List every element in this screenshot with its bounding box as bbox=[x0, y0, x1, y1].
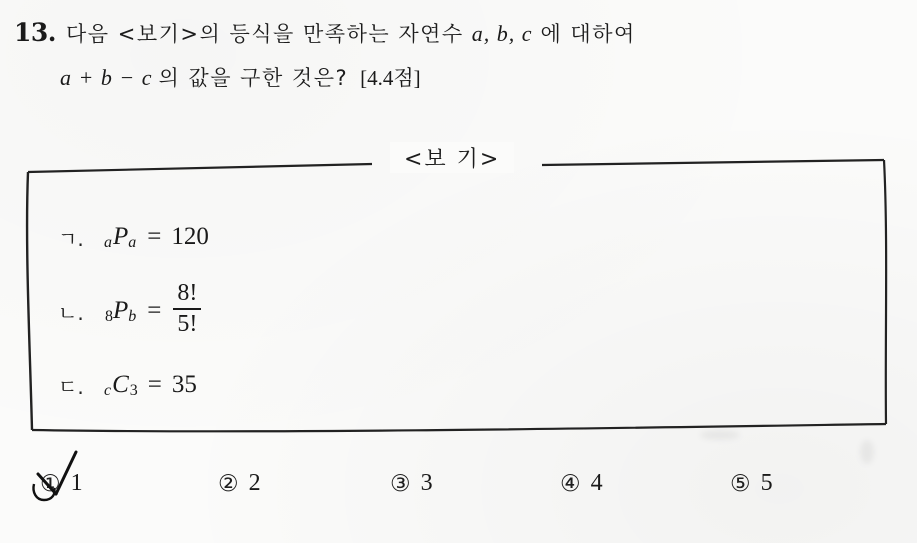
boxed-choices-region bbox=[22, 147, 892, 438]
choice-value: 4 bbox=[590, 470, 603, 496]
item-marker: ㄷ. bbox=[58, 374, 84, 399]
answer-choice-1[interactable] bbox=[40, 470, 83, 497]
answer-choice-3[interactable] bbox=[390, 470, 433, 497]
expr-relation: = bbox=[147, 223, 162, 250]
expr-presub: c bbox=[104, 382, 112, 399]
question-variables: a, b, c bbox=[471, 21, 533, 46]
question-text-part-2: 에 대하여 bbox=[540, 22, 636, 46]
item-marker: ㄴ. bbox=[58, 300, 84, 325]
choice-marker: ① bbox=[40, 470, 61, 497]
expr-right: 120 bbox=[171, 223, 209, 250]
answer-choice-2[interactable] bbox=[218, 470, 261, 497]
choice-value: 5 bbox=[760, 470, 773, 496]
expr-presub: 8 bbox=[105, 308, 113, 325]
question-line-1 bbox=[14, 18, 904, 48]
expr-base: P bbox=[113, 297, 129, 324]
expr-relation: = bbox=[147, 371, 162, 398]
expr-presub: a bbox=[104, 234, 112, 251]
item-expression bbox=[104, 371, 197, 399]
question-line-2 bbox=[60, 62, 904, 92]
question-text-part-1: 다음 <보기>의 등식을 만족하는 자연수 bbox=[66, 22, 464, 46]
expr-relation: = bbox=[147, 297, 162, 324]
list-item bbox=[58, 348, 209, 422]
box-title: <보 기> bbox=[390, 142, 514, 173]
choice-value: 1 bbox=[70, 470, 83, 496]
question-number: 13. bbox=[14, 18, 56, 47]
choice-marker: ④ bbox=[560, 470, 581, 497]
expr-base: P bbox=[113, 223, 129, 250]
expr-right: 35 bbox=[171, 371, 197, 398]
choice-value: 2 bbox=[248, 470, 261, 496]
question-text-part-3: 의 값을 구한 것은? bbox=[158, 66, 349, 90]
expr-sub: a bbox=[128, 234, 137, 251]
fraction bbox=[173, 281, 201, 337]
answer-choice-5[interactable] bbox=[730, 470, 773, 497]
question-points: [4.4점] bbox=[360, 66, 421, 90]
item-expression bbox=[104, 279, 203, 339]
scan-smudge bbox=[860, 440, 874, 464]
answer-choice-4[interactable] bbox=[560, 470, 603, 497]
fraction-numerator: 8! bbox=[177, 279, 198, 306]
fraction-denominator: 5! bbox=[177, 311, 198, 337]
choice-marker: ③ bbox=[390, 470, 411, 497]
fraction-bar bbox=[173, 308, 201, 310]
expr-sub: b bbox=[128, 308, 137, 325]
question-header bbox=[14, 18, 904, 92]
list-item bbox=[58, 200, 209, 274]
item-expression bbox=[104, 223, 209, 251]
choice-marker: ② bbox=[218, 470, 239, 497]
list-item bbox=[58, 274, 209, 348]
question-expression: a + b − c bbox=[60, 65, 153, 90]
box-item-list bbox=[58, 200, 209, 422]
expr-sub: 3 bbox=[129, 382, 138, 399]
expr-base: C bbox=[112, 371, 129, 398]
choice-value: 3 bbox=[420, 470, 433, 496]
item-marker: ㄱ. bbox=[58, 226, 84, 251]
choice-marker: ⑤ bbox=[730, 470, 751, 497]
